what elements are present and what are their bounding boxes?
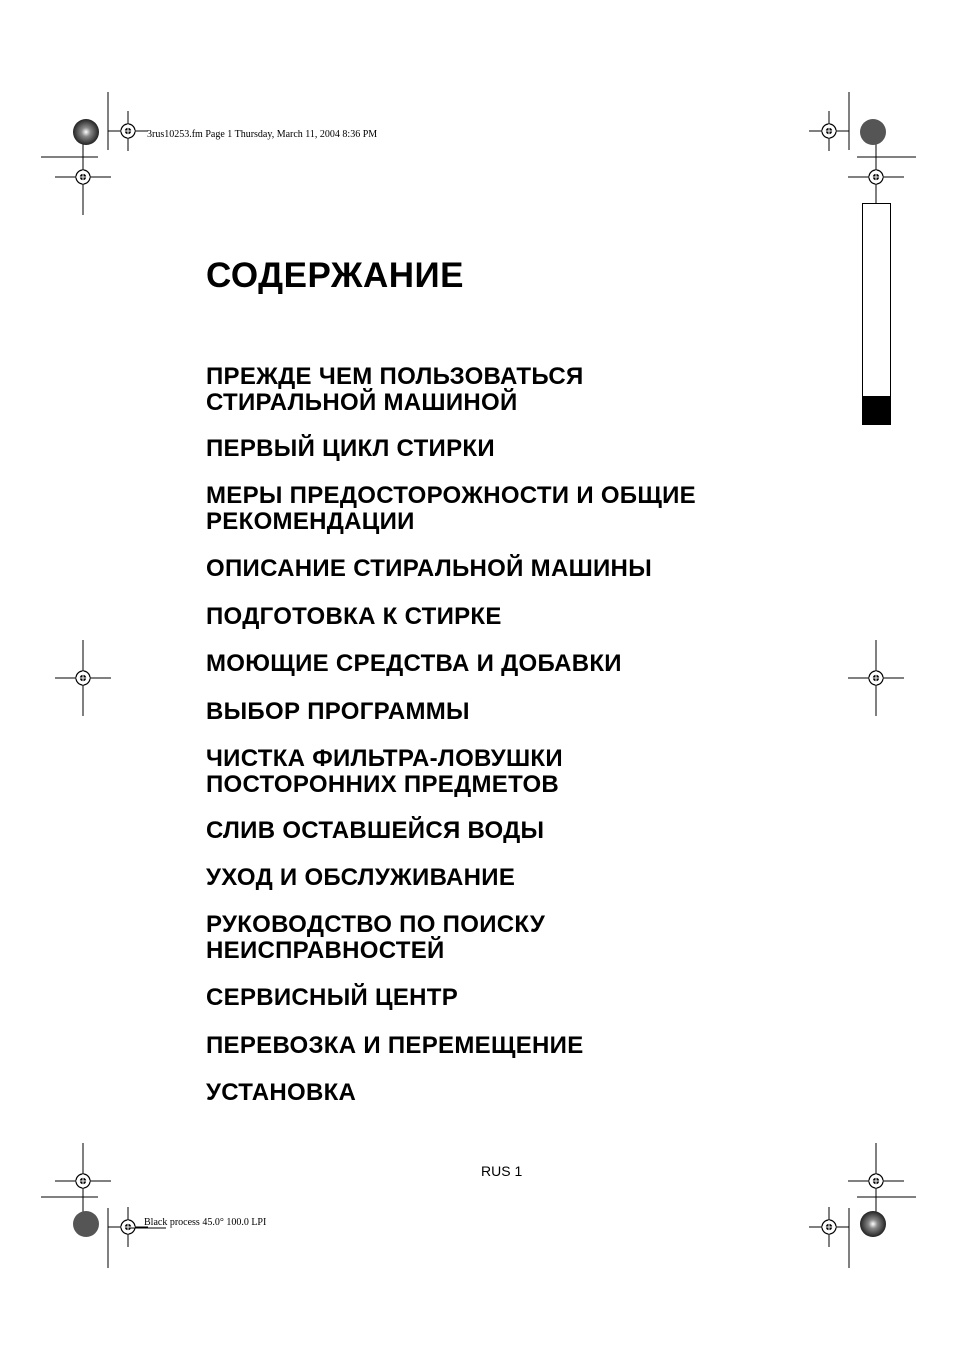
toc-item: УХОД И ОБСЛУЖИВАНИЕ <box>206 864 516 891</box>
star-target-icon <box>860 1211 886 1237</box>
section-tab-outline <box>862 203 891 397</box>
toc-item: МЕРЫ ПРЕДОСТОРОЖНОСТИ И ОБЩИЕ РЕКОМЕНДАЦИИ <box>206 482 696 535</box>
toc-item: СЛИВ ОСТАВШЕЙСЯ ВОДЫ <box>206 817 545 844</box>
page-number: RUS 1 <box>481 1163 523 1179</box>
crosshair-icon <box>848 640 904 716</box>
crosshair-icon <box>809 1207 849 1247</box>
toc-item: ЧИСТКА ФИЛЬТРА-ЛОВУШКИ ПОСТОРОННИХ ПРЕДМЕТОВ <box>206 745 563 798</box>
crosshair-icon <box>848 1143 904 1219</box>
file-slug-top: 3rus10253.fm Page 1 Thursday, March 11, 2004 8:36 PM <box>147 129 378 140</box>
star-target-icon <box>73 1211 99 1237</box>
page-title: СОДЕРЖАНИЕ <box>206 256 465 295</box>
toc-item: ПОДГОТОВКА К СТИРКЕ <box>206 603 502 630</box>
toc-item: СЕРВИСНЫЙ ЦЕНТР <box>206 984 459 1011</box>
toc-item: УСТАНОВКА <box>206 1079 357 1106</box>
table-of-contents <box>206 364 806 1106</box>
crosshair-icon <box>108 111 148 151</box>
star-target-icon <box>73 119 99 145</box>
toc-item: ОПИСАНИЕ СТИРАЛЬНОЙ МАШИНЫ <box>206 555 652 582</box>
crosshair-icon <box>55 1143 111 1219</box>
star-target-icon <box>860 119 886 145</box>
file-slug-bottom: Black process 45.0° 100.0 LPI <box>144 1217 267 1228</box>
toc-item: МОЮЩИЕ СРЕДСТВА И ДОБАВКИ <box>206 650 622 677</box>
toc-item: ПЕРЕВОЗКА И ПЕРЕМЕЩЕНИЕ <box>206 1032 584 1059</box>
crosshair-icon <box>55 139 111 215</box>
crosshair-icon <box>55 640 111 716</box>
toc-item: ПРЕЖДЕ ЧЕМ ПОЛЬЗОВАТЬСЯ СТИРАЛЬНОЙ МАШИНОЙ <box>206 363 584 416</box>
crosshair-icon <box>108 1207 148 1247</box>
toc-item: ВЫБОР ПРОГРАММЫ <box>206 698 470 725</box>
toc-item: РУКОВОДСТВО ПО ПОИСКУ НЕИСПРАВНОСТЕЙ <box>206 911 546 964</box>
toc-item: ПЕРВЫЙ ЦИКЛ СТИРКИ <box>206 435 495 462</box>
section-tab-marker <box>862 396 891 425</box>
crosshair-icon <box>809 111 849 151</box>
